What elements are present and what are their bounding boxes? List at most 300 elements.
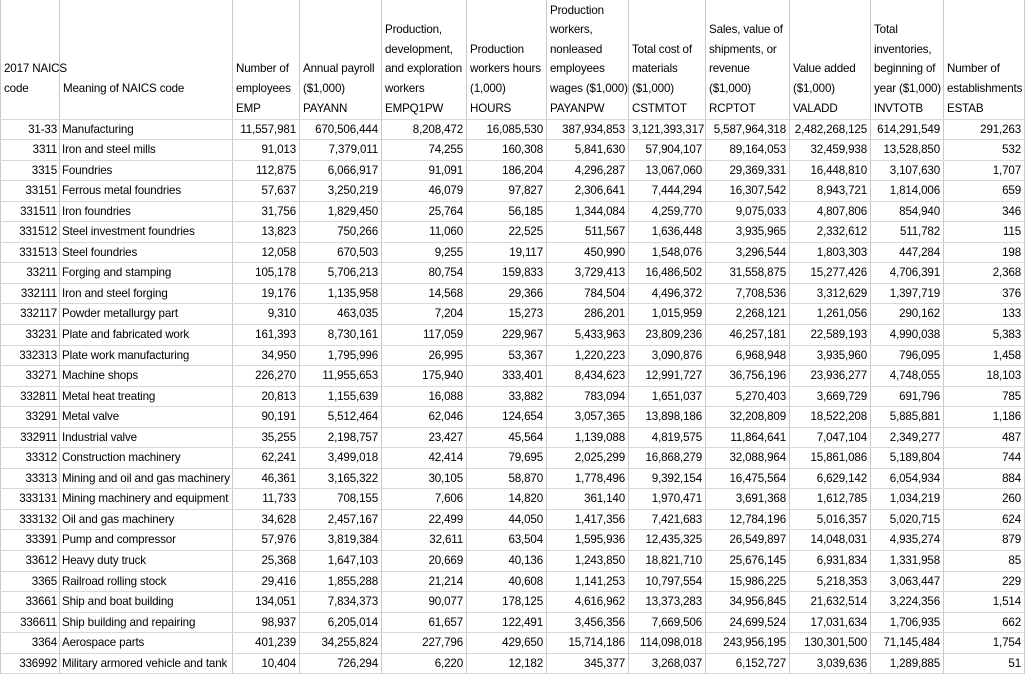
value-cell[interactable]: 31,558,875: [706, 263, 790, 284]
value-cell[interactable]: 3,268,037: [629, 653, 706, 674]
value-cell[interactable]: 7,047,104: [790, 427, 871, 448]
naics-meaning-cell[interactable]: Ship building and repairing: [60, 612, 233, 633]
value-cell[interactable]: 12,182: [467, 653, 547, 674]
value-cell[interactable]: 33,882: [467, 386, 547, 407]
naics-meaning-cell[interactable]: Construction machinery: [60, 448, 233, 469]
value-cell[interactable]: 91,091: [382, 160, 467, 181]
naics-meaning-cell[interactable]: Steel investment foundries: [60, 222, 233, 243]
column-abbreviation[interactable]: CSTMTOT: [629, 99, 706, 119]
value-cell[interactable]: 333,401: [467, 366, 547, 387]
value-cell[interactable]: 1,754: [944, 633, 1025, 654]
value-cell[interactable]: 624: [944, 509, 1025, 530]
value-cell[interactable]: 361,140: [547, 489, 629, 510]
value-cell[interactable]: 29,416: [233, 571, 300, 592]
naics-code-cell[interactable]: 3364: [1, 633, 60, 654]
value-cell[interactable]: 79,695: [467, 448, 547, 469]
value-cell[interactable]: 3,819,384: [300, 530, 382, 551]
naics-code-cell[interactable]: 33312: [1, 448, 60, 469]
value-cell[interactable]: 23,809,236: [629, 325, 706, 346]
value-cell[interactable]: 44,050: [467, 509, 547, 530]
value-cell[interactable]: 21,632,514: [790, 592, 871, 613]
value-cell[interactable]: 4,819,575: [629, 427, 706, 448]
value-cell[interactable]: 62,241: [233, 448, 300, 469]
value-cell[interactable]: 5,512,464: [300, 407, 382, 428]
value-cell[interactable]: 57,637: [233, 181, 300, 202]
value-cell[interactable]: 1,970,471: [629, 489, 706, 510]
value-cell[interactable]: 36,756,196: [706, 366, 790, 387]
value-cell[interactable]: 18,821,710: [629, 551, 706, 572]
value-cell[interactable]: 1,135,958: [300, 283, 382, 304]
column-header[interactable]: [790, 0, 871, 99]
value-cell[interactable]: 854,940: [871, 201, 944, 222]
value-cell[interactable]: 5,020,715: [871, 509, 944, 530]
value-cell[interactable]: 9,392,154: [629, 468, 706, 489]
value-cell[interactable]: 30,105: [382, 468, 467, 489]
value-cell[interactable]: 15,714,186: [547, 633, 629, 654]
value-cell[interactable]: 1,261,056: [790, 304, 871, 325]
value-cell[interactable]: 4,706,391: [871, 263, 944, 284]
value-cell[interactable]: 1,706,935: [871, 612, 944, 633]
value-cell[interactable]: 16,088: [382, 386, 467, 407]
value-cell[interactable]: 744: [944, 448, 1025, 469]
value-cell[interactable]: 2,368: [944, 263, 1025, 284]
value-cell[interactable]: 91,013: [233, 140, 300, 161]
value-cell[interactable]: 1,595,936: [547, 530, 629, 551]
value-cell[interactable]: 345,377: [547, 653, 629, 674]
value-cell[interactable]: 1,417,356: [547, 509, 629, 530]
value-cell[interactable]: 117,059: [382, 325, 467, 346]
value-cell[interactable]: 662: [944, 612, 1025, 633]
value-cell[interactable]: 40,608: [467, 571, 547, 592]
value-cell[interactable]: 34,255,824: [300, 633, 382, 654]
value-cell[interactable]: 115: [944, 222, 1025, 243]
value-cell[interactable]: 3,935,960: [790, 345, 871, 366]
value-cell[interactable]: 11,733: [233, 489, 300, 510]
value-cell[interactable]: 3,224,356: [871, 592, 944, 613]
value-cell[interactable]: 159,833: [467, 263, 547, 284]
naics-code-cell[interactable]: 336992: [1, 653, 60, 674]
column-abbreviation[interactable]: RCPTOT: [706, 99, 790, 119]
value-cell[interactable]: 12,784,196: [706, 509, 790, 530]
value-cell[interactable]: 5,218,353: [790, 571, 871, 592]
value-cell[interactable]: 7,204: [382, 304, 467, 325]
value-cell[interactable]: 13,373,283: [629, 592, 706, 613]
value-cell[interactable]: 229: [944, 571, 1025, 592]
value-cell[interactable]: 1,331,958: [871, 551, 944, 572]
column-abbreviation[interactable]: EMP: [233, 99, 300, 119]
value-cell[interactable]: 1,803,303: [790, 242, 871, 263]
value-cell[interactable]: 3,312,629: [790, 283, 871, 304]
column-abbreviation[interactable]: VALADD: [790, 99, 871, 119]
column-abbreviation[interactable]: [1, 99, 60, 119]
value-cell[interactable]: 511,567: [547, 222, 629, 243]
naics-meaning-cell[interactable]: Plate work manufacturing: [60, 345, 233, 366]
naics-meaning-cell[interactable]: Railroad rolling stock: [60, 571, 233, 592]
value-cell[interactable]: 160,308: [467, 140, 547, 161]
naics-meaning-cell[interactable]: Aerospace parts: [60, 633, 233, 654]
value-cell[interactable]: 3,057,365: [547, 407, 629, 428]
value-cell[interactable]: 13,898,186: [629, 407, 706, 428]
value-cell[interactable]: 14,568: [382, 283, 467, 304]
value-cell[interactable]: 51: [944, 653, 1025, 674]
value-cell[interactable]: 7,379,011: [300, 140, 382, 161]
naics-meaning-cell[interactable]: Foundries: [60, 160, 233, 181]
value-cell[interactable]: 20,813: [233, 386, 300, 407]
value-cell[interactable]: 796,095: [871, 345, 944, 366]
value-cell[interactable]: 1,397,719: [871, 283, 944, 304]
value-cell[interactable]: 80,754: [382, 263, 467, 284]
column-header[interactable]: [467, 0, 547, 99]
value-cell[interactable]: 85: [944, 551, 1025, 572]
naics-meaning-cell[interactable]: Iron and steel forging: [60, 283, 233, 304]
value-cell[interactable]: 4,496,372: [629, 283, 706, 304]
value-cell[interactable]: 17,031,634: [790, 612, 871, 633]
value-cell[interactable]: 62,046: [382, 407, 467, 428]
column-header[interactable]: [706, 0, 790, 99]
column-header[interactable]: [60, 0, 233, 99]
value-cell[interactable]: 57,976: [233, 530, 300, 551]
value-cell[interactable]: 61,657: [382, 612, 467, 633]
value-cell[interactable]: 97,827: [467, 181, 547, 202]
value-cell[interactable]: 227,796: [382, 633, 467, 654]
value-cell[interactable]: 186,204: [467, 160, 547, 181]
naics-code-cell[interactable]: 333131: [1, 489, 60, 510]
value-cell[interactable]: 291,263: [944, 119, 1025, 140]
naics-meaning-cell[interactable]: Industrial valve: [60, 427, 233, 448]
value-cell[interactable]: 11,060: [382, 222, 467, 243]
naics-meaning-cell[interactable]: Forging and stamping: [60, 263, 233, 284]
value-cell[interactable]: 1,651,037: [629, 386, 706, 407]
value-cell[interactable]: 3,063,447: [871, 571, 944, 592]
value-cell[interactable]: 1,220,223: [547, 345, 629, 366]
value-cell[interactable]: 785: [944, 386, 1025, 407]
value-cell[interactable]: 1,139,088: [547, 427, 629, 448]
value-cell[interactable]: 19,117: [467, 242, 547, 263]
value-cell[interactable]: 105,178: [233, 263, 300, 284]
naics-code-cell[interactable]: 336611: [1, 612, 60, 633]
value-cell[interactable]: 46,079: [382, 181, 467, 202]
value-cell[interactable]: 2,482,268,125: [790, 119, 871, 140]
value-cell[interactable]: 3,296,544: [706, 242, 790, 263]
value-cell[interactable]: 32,088,964: [706, 448, 790, 469]
value-cell[interactable]: 1,458: [944, 345, 1025, 366]
value-cell[interactable]: 130,301,500: [790, 633, 871, 654]
value-cell[interactable]: 4,748,055: [871, 366, 944, 387]
value-cell[interactable]: 4,259,770: [629, 201, 706, 222]
value-cell[interactable]: 3,090,876: [629, 345, 706, 366]
value-cell[interactable]: 784,504: [547, 283, 629, 304]
value-cell[interactable]: 13,067,060: [629, 160, 706, 181]
value-cell[interactable]: 22,589,193: [790, 325, 871, 346]
naics-code-cell[interactable]: 33391: [1, 530, 60, 551]
value-cell[interactable]: 726,294: [300, 653, 382, 674]
value-cell[interactable]: 32,459,938: [790, 140, 871, 161]
value-cell[interactable]: 74,255: [382, 140, 467, 161]
value-cell[interactable]: 226,270: [233, 366, 300, 387]
value-cell[interactable]: 7,708,536: [706, 283, 790, 304]
value-cell[interactable]: 20,669: [382, 551, 467, 572]
value-cell[interactable]: 884: [944, 468, 1025, 489]
value-cell[interactable]: 7,421,683: [629, 509, 706, 530]
value-cell[interactable]: 18,522,208: [790, 407, 871, 428]
value-cell[interactable]: 134,051: [233, 592, 300, 613]
value-cell[interactable]: 750,266: [300, 222, 382, 243]
value-cell[interactable]: 1,141,253: [547, 571, 629, 592]
value-cell[interactable]: 3,729,413: [547, 263, 629, 284]
value-cell[interactable]: 2,306,641: [547, 181, 629, 202]
value-cell[interactable]: 2,332,612: [790, 222, 871, 243]
value-cell[interactable]: 9,075,033: [706, 201, 790, 222]
value-cell[interactable]: 3,121,393,317: [629, 119, 706, 140]
value-cell[interactable]: 32,208,809: [706, 407, 790, 428]
value-cell[interactable]: 11,864,641: [706, 427, 790, 448]
value-cell[interactable]: 12,435,325: [629, 530, 706, 551]
value-cell[interactable]: 5,383: [944, 325, 1025, 346]
value-cell[interactable]: 2,198,757: [300, 427, 382, 448]
value-cell[interactable]: 6,066,917: [300, 160, 382, 181]
value-cell[interactable]: 4,990,038: [871, 325, 944, 346]
value-cell[interactable]: 429,650: [467, 633, 547, 654]
value-cell[interactable]: 12,991,727: [629, 366, 706, 387]
value-cell[interactable]: 14,820: [467, 489, 547, 510]
naics-code-cell[interactable]: 33211: [1, 263, 60, 284]
value-cell[interactable]: 9,310: [233, 304, 300, 325]
value-cell[interactable]: 511,782: [871, 222, 944, 243]
value-cell[interactable]: 6,152,727: [706, 653, 790, 674]
value-cell[interactable]: 13,823: [233, 222, 300, 243]
naics-meaning-cell[interactable]: Manufacturing: [60, 119, 233, 140]
value-cell[interactable]: 5,885,881: [871, 407, 944, 428]
value-cell[interactable]: 26,549,897: [706, 530, 790, 551]
value-cell[interactable]: 24,699,524: [706, 612, 790, 633]
value-cell[interactable]: 71,145,484: [871, 633, 944, 654]
value-cell[interactable]: 2,457,167: [300, 509, 382, 530]
naics-code-cell[interactable]: 333132: [1, 509, 60, 530]
naics-code-cell[interactable]: 33151: [1, 181, 60, 202]
value-cell[interactable]: 2,025,299: [547, 448, 629, 469]
value-cell[interactable]: 1,612,785: [790, 489, 871, 510]
value-cell[interactable]: 3,935,965: [706, 222, 790, 243]
value-cell[interactable]: 124,654: [467, 407, 547, 428]
column-abbreviation[interactable]: EMPQ1PW: [382, 99, 467, 119]
value-cell[interactable]: 346: [944, 201, 1025, 222]
naics-code-cell[interactable]: 31-33: [1, 119, 60, 140]
value-cell[interactable]: 25,368: [233, 551, 300, 572]
value-cell[interactable]: 487: [944, 427, 1025, 448]
value-cell[interactable]: 34,956,845: [706, 592, 790, 613]
value-cell[interactable]: 6,054,934: [871, 468, 944, 489]
value-cell[interactable]: 29,366: [467, 283, 547, 304]
value-cell[interactable]: 3,456,356: [547, 612, 629, 633]
value-cell[interactable]: 114,098,018: [629, 633, 706, 654]
value-cell[interactable]: 3,107,630: [871, 160, 944, 181]
value-cell[interactable]: 15,861,086: [790, 448, 871, 469]
value-cell[interactable]: 7,669,506: [629, 612, 706, 633]
naics-code-cell[interactable]: 331512: [1, 222, 60, 243]
value-cell[interactable]: 98,937: [233, 612, 300, 633]
value-cell[interactable]: 4,616,962: [547, 592, 629, 613]
value-cell[interactable]: 401,239: [233, 633, 300, 654]
value-cell[interactable]: 8,730,161: [300, 325, 382, 346]
value-cell[interactable]: 2,349,277: [871, 427, 944, 448]
value-cell[interactable]: 16,085,530: [467, 119, 547, 140]
value-cell[interactable]: 3,691,368: [706, 489, 790, 510]
value-cell[interactable]: 34,628: [233, 509, 300, 530]
naics-code-cell[interactable]: 331511: [1, 201, 60, 222]
value-cell[interactable]: 783,094: [547, 386, 629, 407]
value-cell[interactable]: 708,155: [300, 489, 382, 510]
naics-code-cell[interactable]: 33231: [1, 325, 60, 346]
value-cell[interactable]: 8,208,472: [382, 119, 467, 140]
value-cell[interactable]: 90,191: [233, 407, 300, 428]
value-cell[interactable]: 670,503: [300, 242, 382, 263]
naics-code-cell[interactable]: 332911: [1, 427, 60, 448]
value-cell[interactable]: 14,048,031: [790, 530, 871, 551]
column-header[interactable]: [1, 0, 67, 99]
value-cell[interactable]: 42,414: [382, 448, 467, 469]
value-cell[interactable]: 19,176: [233, 283, 300, 304]
naics-code-cell[interactable]: 3315: [1, 160, 60, 181]
value-cell[interactable]: 2,268,121: [706, 304, 790, 325]
value-cell[interactable]: 35,255: [233, 427, 300, 448]
column-abbreviation[interactable]: PAYANPW: [547, 99, 629, 119]
value-cell[interactable]: 5,016,357: [790, 509, 871, 530]
naics-code-cell[interactable]: 332111: [1, 283, 60, 304]
value-cell[interactable]: 5,587,964,318: [706, 119, 790, 140]
naics-code-cell[interactable]: 332811: [1, 386, 60, 407]
column-header[interactable]: [944, 0, 1025, 99]
value-cell[interactable]: 8,434,623: [547, 366, 629, 387]
value-cell[interactable]: 29,369,331: [706, 160, 790, 181]
column-header[interactable]: [382, 0, 467, 99]
naics-code-cell[interactable]: 3365: [1, 571, 60, 592]
value-cell[interactable]: 6,968,948: [706, 345, 790, 366]
value-cell[interactable]: 16,486,502: [629, 263, 706, 284]
naics-code-cell[interactable]: 331513: [1, 242, 60, 263]
value-cell[interactable]: 7,606: [382, 489, 467, 510]
value-cell[interactable]: 1,186: [944, 407, 1025, 428]
value-cell[interactable]: 243,956,195: [706, 633, 790, 654]
column-abbreviation[interactable]: ESTAB: [944, 99, 1025, 119]
value-cell[interactable]: 21,214: [382, 571, 467, 592]
value-cell[interactable]: 3,250,219: [300, 181, 382, 202]
value-cell[interactable]: 4,296,287: [547, 160, 629, 181]
value-cell[interactable]: 1,344,084: [547, 201, 629, 222]
value-cell[interactable]: 659: [944, 181, 1025, 202]
naics-meaning-cell[interactable]: Iron foundries: [60, 201, 233, 222]
value-cell[interactable]: 32,611: [382, 530, 467, 551]
value-cell[interactable]: 16,307,542: [706, 181, 790, 202]
value-cell[interactable]: 5,433,963: [547, 325, 629, 346]
naics-meaning-cell[interactable]: Machine shops: [60, 366, 233, 387]
column-header[interactable]: [547, 0, 629, 99]
naics-meaning-cell[interactable]: Metal valve: [60, 407, 233, 428]
column-abbreviation[interactable]: PAYANN: [300, 99, 382, 119]
naics-code-cell[interactable]: 33291: [1, 407, 60, 428]
value-cell[interactable]: 6,931,834: [790, 551, 871, 572]
naics-meaning-cell[interactable]: Plate and fabricated work: [60, 325, 233, 346]
value-cell[interactable]: 53,367: [467, 345, 547, 366]
value-cell[interactable]: 4,935,274: [871, 530, 944, 551]
value-cell[interactable]: 1,795,996: [300, 345, 382, 366]
value-cell[interactable]: 614,291,549: [871, 119, 944, 140]
column-header[interactable]: [300, 0, 382, 99]
value-cell[interactable]: 16,448,810: [790, 160, 871, 181]
value-cell[interactable]: 3,499,018: [300, 448, 382, 469]
value-cell[interactable]: 18,103: [944, 366, 1025, 387]
value-cell[interactable]: 25,676,145: [706, 551, 790, 572]
value-cell[interactable]: 5,270,403: [706, 386, 790, 407]
value-cell[interactable]: 3,039,636: [790, 653, 871, 674]
value-cell[interactable]: 3,165,322: [300, 468, 382, 489]
value-cell[interactable]: 6,205,014: [300, 612, 382, 633]
naics-code-cell[interactable]: 3311: [1, 140, 60, 161]
naics-code-cell[interactable]: 332313: [1, 345, 60, 366]
naics-meaning-cell[interactable]: Pump and compressor: [60, 530, 233, 551]
value-cell[interactable]: 1,243,850: [547, 551, 629, 572]
value-cell[interactable]: 1,636,448: [629, 222, 706, 243]
value-cell[interactable]: 6,629,142: [790, 468, 871, 489]
value-cell[interactable]: 23,936,277: [790, 366, 871, 387]
value-cell[interactable]: 26,995: [382, 345, 467, 366]
value-cell[interactable]: 3,669,729: [790, 386, 871, 407]
value-cell[interactable]: 5,706,213: [300, 263, 382, 284]
value-cell[interactable]: 161,393: [233, 325, 300, 346]
value-cell[interactable]: 376: [944, 283, 1025, 304]
value-cell[interactable]: 15,277,426: [790, 263, 871, 284]
value-cell[interactable]: 46,257,181: [706, 325, 790, 346]
value-cell[interactable]: 1,514: [944, 592, 1025, 613]
value-cell[interactable]: 1,829,450: [300, 201, 382, 222]
value-cell[interactable]: 670,506,444: [300, 119, 382, 140]
value-cell[interactable]: 1,778,496: [547, 468, 629, 489]
value-cell[interactable]: 8,943,721: [790, 181, 871, 202]
value-cell[interactable]: 7,834,373: [300, 592, 382, 613]
value-cell[interactable]: 879: [944, 530, 1025, 551]
value-cell[interactable]: 46,361: [233, 468, 300, 489]
value-cell[interactable]: 290,162: [871, 304, 944, 325]
naics-meaning-cell[interactable]: Heavy duty truck: [60, 551, 233, 572]
naics-meaning-cell[interactable]: Powder metallurgy part: [60, 304, 233, 325]
value-cell[interactable]: 198: [944, 242, 1025, 263]
naics-meaning-cell[interactable]: Metal heat treating: [60, 386, 233, 407]
naics-code-cell[interactable]: 33661: [1, 592, 60, 613]
value-cell[interactable]: 57,904,107: [629, 140, 706, 161]
value-cell[interactable]: 9,255: [382, 242, 467, 263]
naics-meaning-cell[interactable]: Steel foundries: [60, 242, 233, 263]
naics-code-cell[interactable]: 33313: [1, 468, 60, 489]
value-cell[interactable]: 1,855,288: [300, 571, 382, 592]
value-cell[interactable]: 23,427: [382, 427, 467, 448]
column-header[interactable]: [871, 0, 944, 99]
value-cell[interactable]: 31,756: [233, 201, 300, 222]
value-cell[interactable]: 10,404: [233, 653, 300, 674]
value-cell[interactable]: 1,647,103: [300, 551, 382, 572]
value-cell[interactable]: 450,990: [547, 242, 629, 263]
value-cell[interactable]: 229,967: [467, 325, 547, 346]
column-abbreviation[interactable]: HOURS: [467, 99, 547, 119]
value-cell[interactable]: 1,015,959: [629, 304, 706, 325]
value-cell[interactable]: 63,504: [467, 530, 547, 551]
value-cell[interactable]: 691,796: [871, 386, 944, 407]
value-cell[interactable]: 286,201: [547, 304, 629, 325]
value-cell[interactable]: 89,164,053: [706, 140, 790, 161]
value-cell[interactable]: 112,875: [233, 160, 300, 181]
value-cell[interactable]: 7,444,294: [629, 181, 706, 202]
value-cell[interactable]: 58,870: [467, 468, 547, 489]
value-cell[interactable]: 56,185: [467, 201, 547, 222]
value-cell[interactable]: 11,955,653: [300, 366, 382, 387]
